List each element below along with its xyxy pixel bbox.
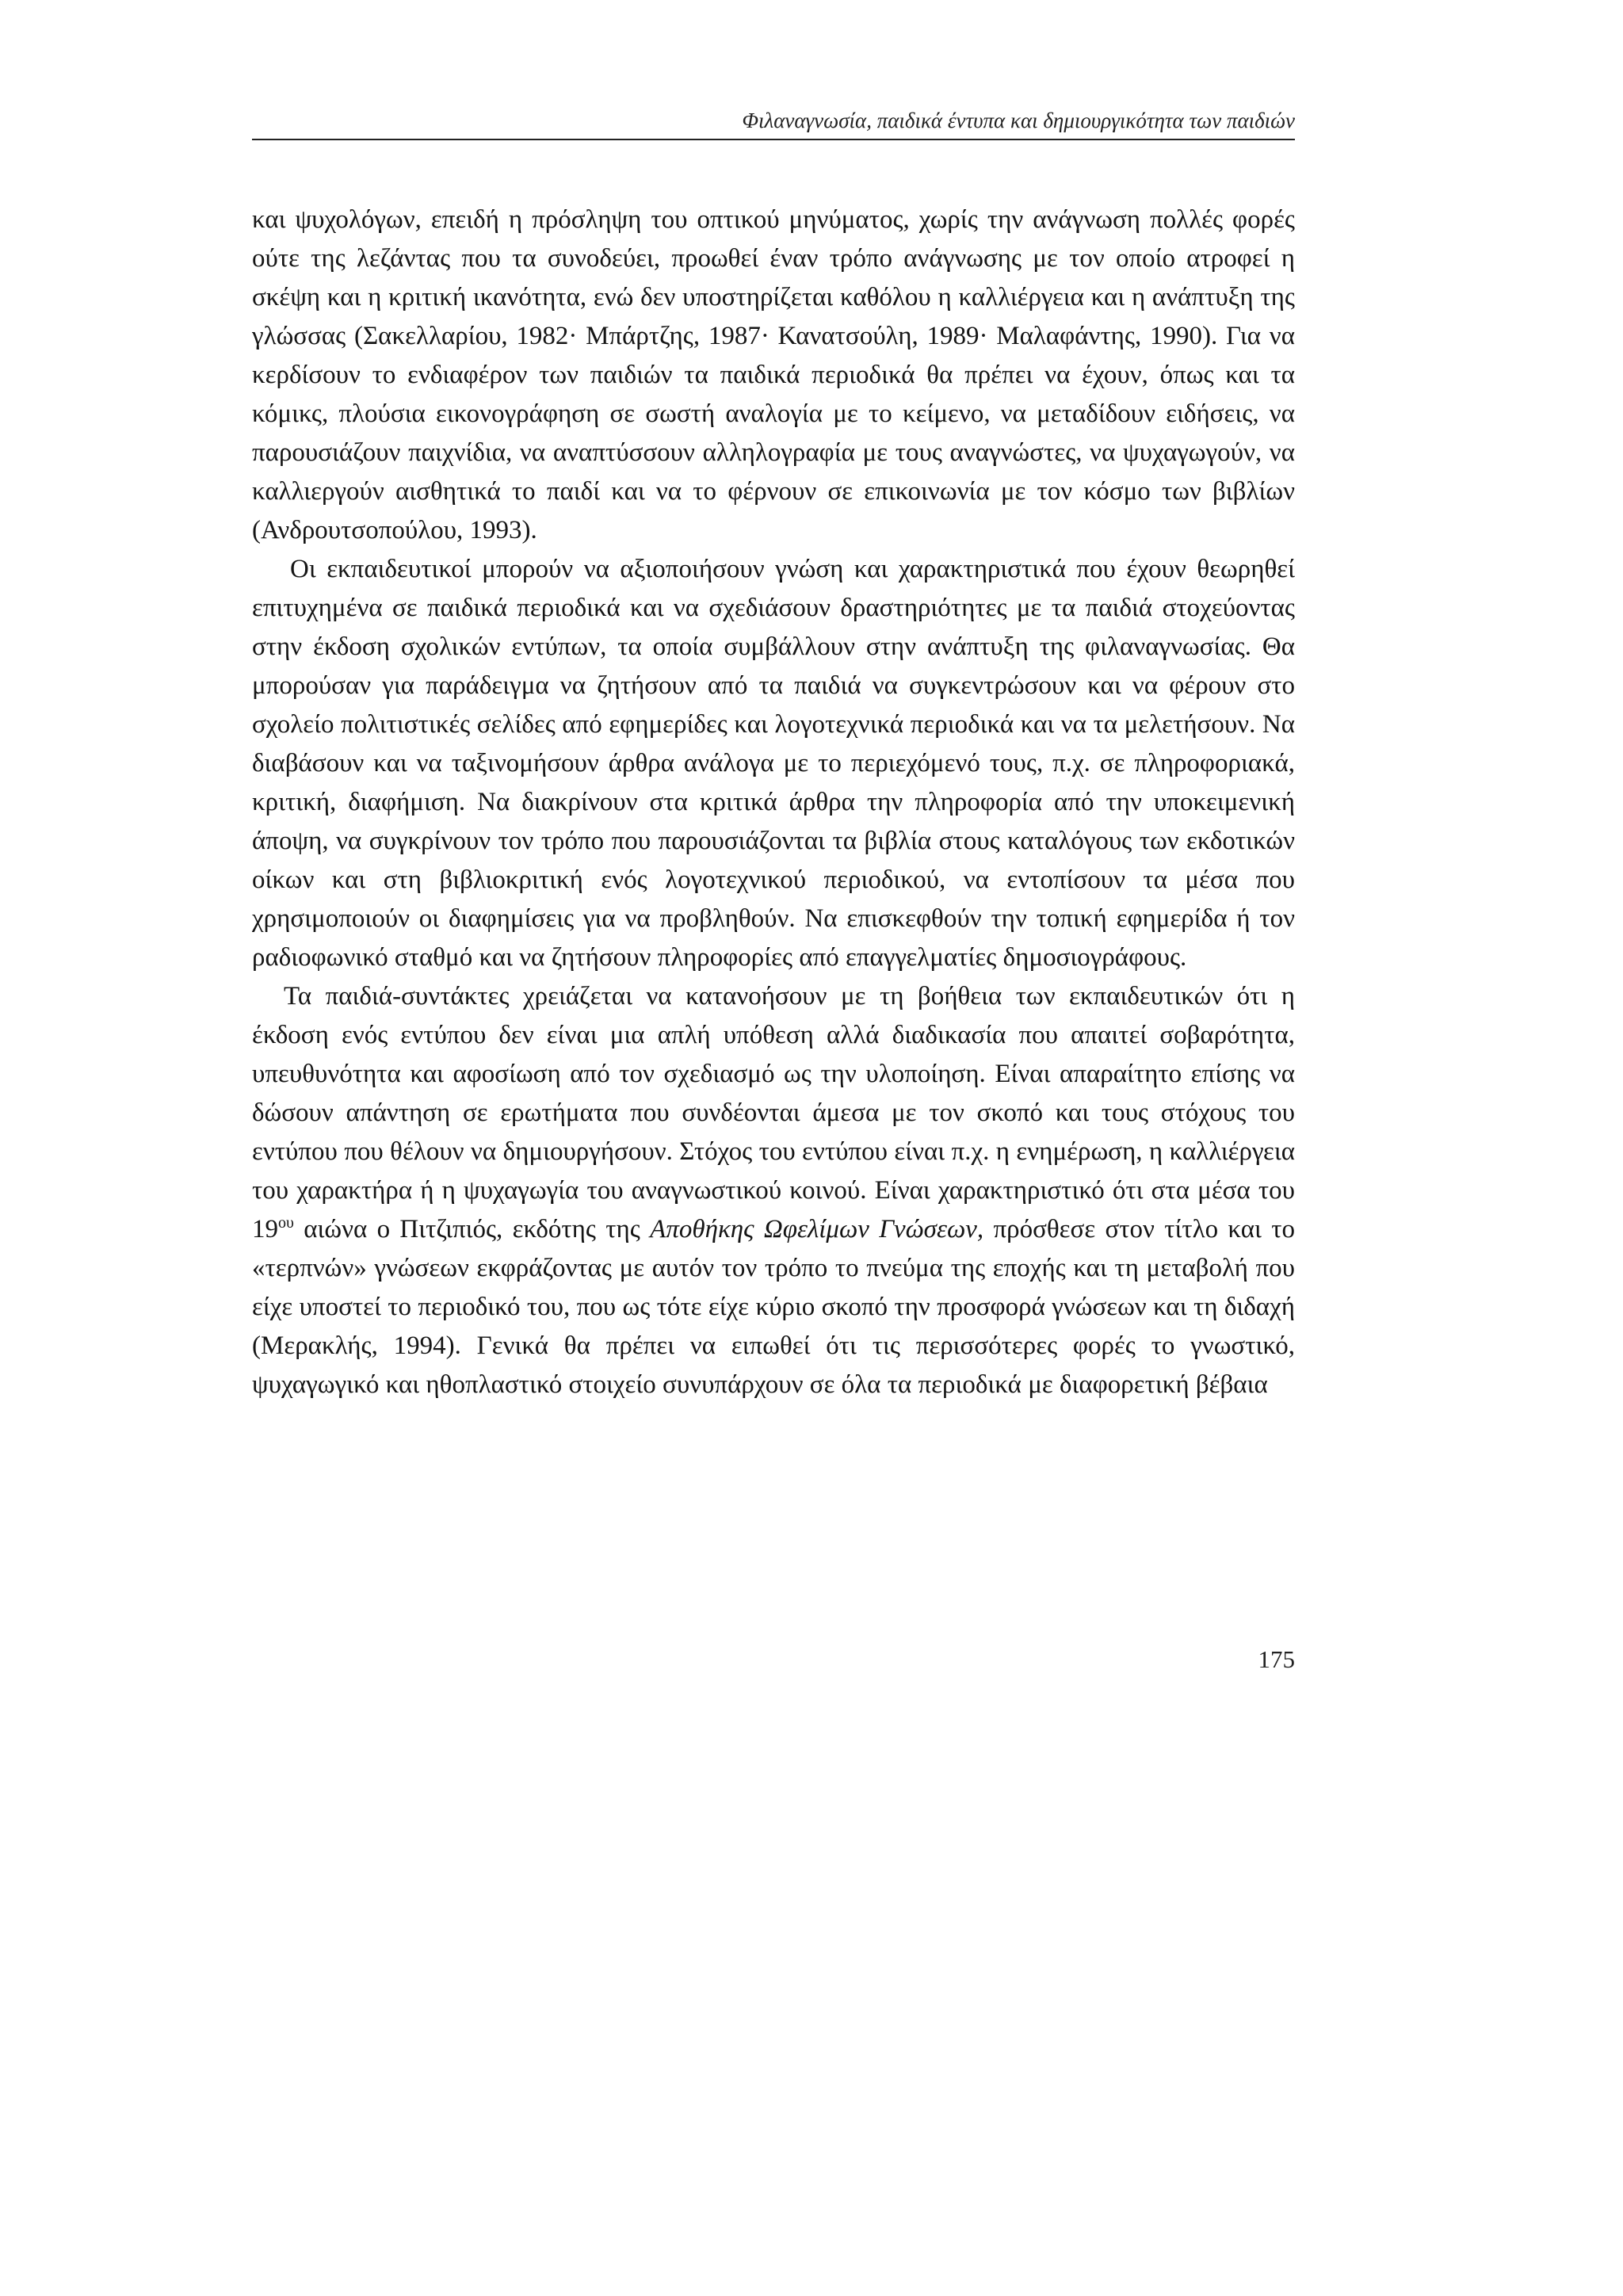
body-text: [252, 201, 1295, 1404]
page-number: 175: [1258, 1645, 1295, 1673]
century-ordinal-superscript: ου: [278, 1214, 294, 1232]
paragraph-3-text-a: Τα παιδιά-συντάκτες χρειάζεται να κατανοήσουν με τη βοήθεια των εκπαιδευτικών ότι η έκδοση ενός εντύπου δεν είναι μια απλή υπόθεση αλλά διαδικασία που απαιτεί σοβαρότητα, υπευθυνότητα και αφοσίωση από τον σχεδιασμό ως την υλοποίηση. Είναι απαραίτητο επίσης να δώσουν απάντηση σε ερωτήματα που συνδέονται άμεσα με τον σκοπό και τους στόχους του εντύπου που θέλουν να δημιουργήσουν. Στόχος του εντύπου είναι π.χ. η ενημέρωση, η καλλιέργεια του χαρακτήρα ή η ψυχαγωγία του αναγνωστικού κοινού. Είναι χαρακτηριστικό ότι στα μέσα του 19: [252, 982, 1295, 1244]
paragraph-3-text-b: αιώνα ο Πιτζιπιός, εκδότης της: [293, 1215, 651, 1244]
periodical-title-italic: Αποθήκης Ωφελίμων Γνώσεων,: [650, 1215, 984, 1244]
paragraph-3-text-c: πρόσθεσε στον τίτλο και το «τερπνών» γνώσεων εκφράζοντας με αυτόν τον τρόπο το πνεύμα της εποχής και τη μεταβολή που είχε υποστεί το περιοδικό του, που ως τότε είχε κύριο σκοπό την προσφορά γνώσεων και τη διδαχή (Μερακλής, 1994). Γενικά θα πρέπει να ειπωθεί ότι τις περισσότερες φορές το γνωστικό, ψυχαγωγικό και ηθοπλαστικό στοιχείο συνυπάρχουν σε όλα τα περιοδικά με διαφορετική βέβαια: [252, 1215, 1295, 1399]
paragraph-1: και ψυχολόγων, επειδή η πρόσληψη του οπτικού μηνύματος, χωρίς την ανάγνωση πολλές φορές ούτε της λεζάντας που τα συνοδεύει, προωθεί έναν τρόπο ανάγνωσης με τον οποίο ατροφεί η σκέψη και η κριτική ικανότητα, ενώ δεν υποστηρίζεται καθόλου η καλλιέργεια και η ανάπτυξη της γλώσσας (Σακελλαρίου, 1982· Μπάρτζης, 1987· Κανατσούλη, 1989· Μαλαφάντης, 1990). Για να κερδίσουν το ενδιαφέρον των παιδιών τα παιδικά περιοδικά θα πρέπει να έχουν, όπως και τα κόμικς, πλούσια εικονογράφηση σε σωστή αναλογία με το κείμενο, να μεταδίδουν ειδήσεις, να παρουσιάζουν παιχνίδια, να αναπτύσσουν αλληλογραφία με τους αναγνώστες, να ψυχαγωγούν, να καλλιεργούν αισθητικά το παιδί και να το φέρνουν σε επικοινωνία με τον κόσμο των βιβλίων (Ανδρουτσοπούλου, 1993).: [252, 205, 1295, 544]
running-head: Φιλαναγνωσία, παιδικά έντυπα και δημιουργικότητα των παιδιών: [742, 109, 1295, 132]
paragraph-3: [252, 977, 1295, 1404]
header-rule: [252, 139, 1295, 140]
paragraph-2: Οι εκπαιδευτικοί μπορούν να αξιοποιήσουν γνώση και χαρακτηριστικά που έχουν θεωρηθεί επιτυχημένα σε παιδικά περιοδικά και να σχεδιάσουν δραστηριότητες με τα παιδιά στοχεύοντας στην έκδοση σχολικών εντύπων, τα οποία συμβάλλουν στην ανάπτυξη της φιλαναγνωσίας. Θα μπορούσαν για παράδειγμα να ζητήσουν από τα παιδιά να συγκεντρώσουν και να φέρουν στο σχολείο πολιτιστικές σελίδες από εφημερίδες και λογοτεχνικά περιοδικά και να τα μελετήσουν. Να διαβάσουν και να ταξινομήσουν άρθρα ανάλογα με το περιεχόμενό τους, π.χ. σε πληροφοριακά, κριτική, διαφήμιση. Να διακρίνουν στα κριτικά άρθρα την πληροφορία από την υποκειμενική άποψη, να συγκρίνουν τον τρόπο που παρουσιάζονται τα βιβλία στους καταλόγους των εκδοτικών οίκων και στη βιβλιοκριτική ενός λογοτεχνικού περιοδικού, να εντοπίσουν τα μέσα που χρησιμοποιούν οι διαφημίσεις για να προβληθούν. Να επισκεφθούν την τοπική εφημερίδα ή τον ραδιοφωνικό σταθμό και να ζητήσουν πληροφορίες από επαγγελματίες δημοσιογράφους.: [252, 555, 1295, 972]
